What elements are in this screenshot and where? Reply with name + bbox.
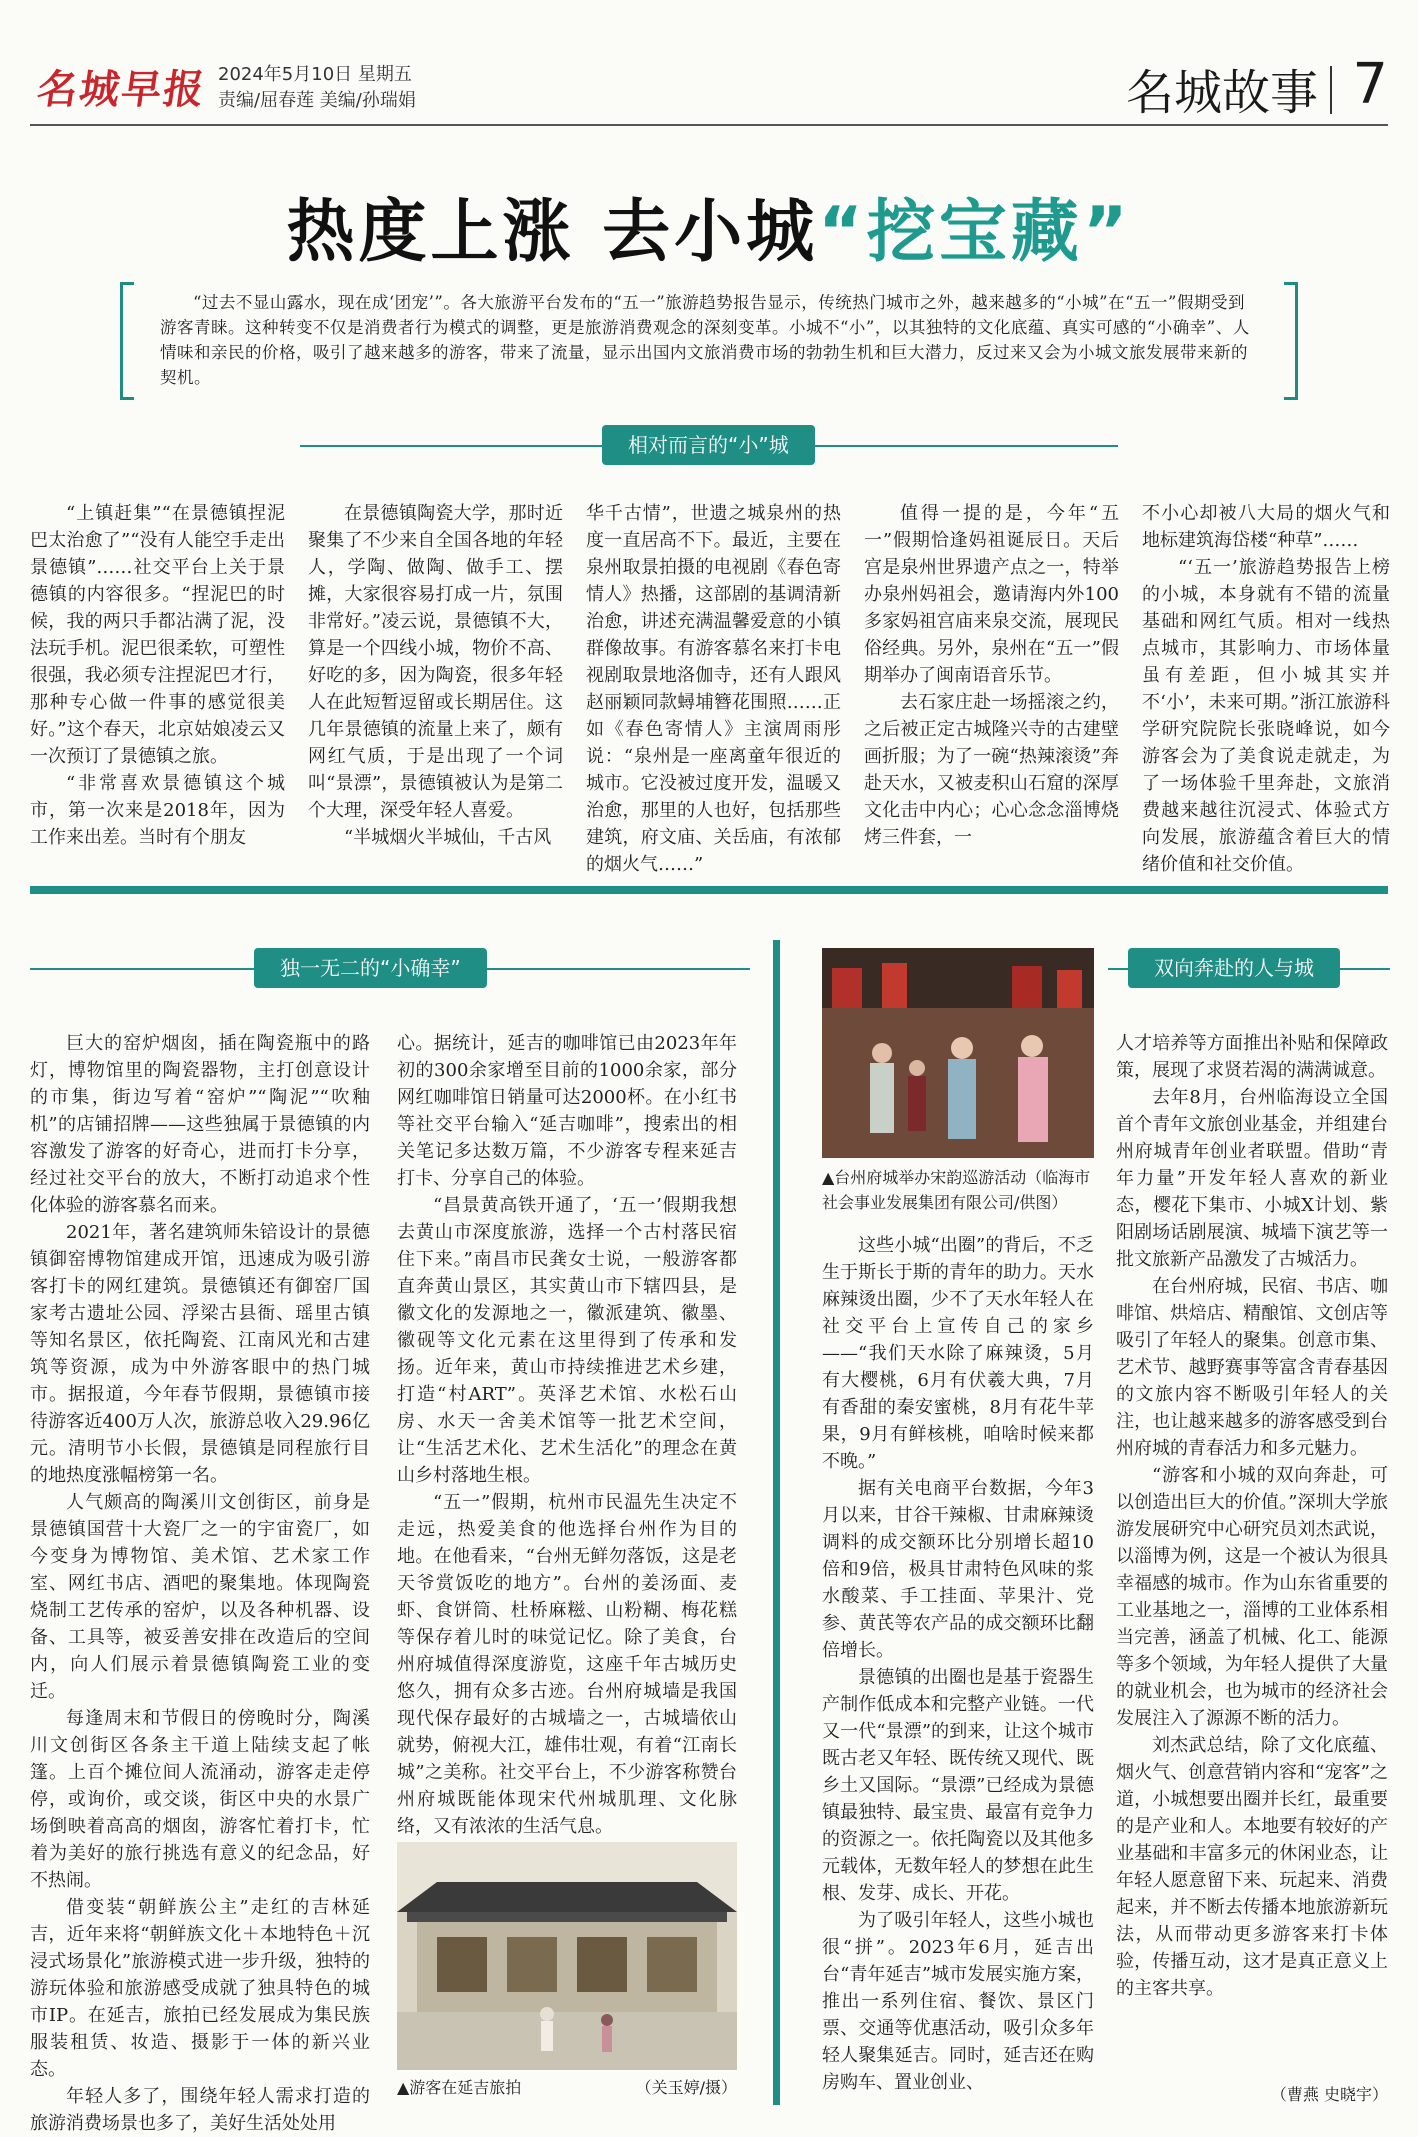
paragraph: 这些小城“出圈”的背后，不乏生于斯长于斯的青年的助力。天水麻辣烫出圈，少不了天水年轻人在社交平台上宣传自己的家乡——“我们天水除了麻辣烫，5月有大樱桃，6月有伏羲大典，7月有香甜的秦安蜜桃，8月有花牛苹果，9月有鲜核桃，咱啥时候来都不晚。”	[822, 1235, 1094, 1472]
masthead-divider	[1330, 66, 1332, 114]
paragraph: “昌景黄高铁开通了，‘五一’假期我想去黄山市深度旅游，选择一个古村落民宿住下来。”南昌市民龚女士说，一般游客都直奔黄山景区，其实黄山市下辖四县，是徽文化的发源地之一，徽派建筑、徽墨、徽砚等文化元素在这里得到了传承和发扬。近年来，黄山市持续推进艺术乡建，打造“村ART”。英泽艺术馆、水松石山房、水天一舍美术馆等一批艺术空间，让“生活艺术化、艺术生活化”的理念在黄山乡村落地生根。	[397, 1195, 737, 1486]
lead-text: “过去不显山露水，现在成‘团宠’”。各大旅游平台发布的“五一”旅游趋势报告显示，传统热门城市之外，越来越多的“小城”在“五一”假期受到游客青睐。这种转变不仅是消费者行为模式的调整，更是旅游消费观念的深刻变革。小城不“小”，以其独特的文化底蕴、真实可感的“小确幸”、人情味和亲民的价格，吸引了越来越多的游客，带来了流量，显示出国内文旅消费市场的勃勃生机和巨大潜力，反过来又会为小城文旅发展带来新的契机。	[160, 293, 1250, 387]
headline-main: 热度上涨 去小城	[286, 193, 819, 272]
taizhou-photo	[822, 948, 1094, 1158]
section-name: 名城故事	[1125, 65, 1318, 121]
masthead-rule	[30, 124, 1388, 126]
paragraph: “上镇赶集”“在景德镇捏泥巴太治愈了”“没有人能空手走出景德镇”……社交平台上关于景德镇的内容很多。“捏泥巴的时候，我的两只手都沾满了泥，没法玩手机。泥巴很柔软，可塑性很强，我必须专注捏泥巴才行，那种专心做一件事的感觉很美好。”这个春天，北京姑娘凌云又一次预订了景德镇之旅。	[30, 503, 285, 767]
paragraph: 去年8月，台州临海设立全国首个青年文旅创业基金，并组建台州府城青年创业者联盟。借助“青年力量”开发年轻人喜欢的新业态，樱花下集市、小城X计划、紫阳剧场话剧展演、城墙下演艺等一批文旅新产品激发了古城活力。	[1116, 1087, 1388, 1270]
section3-column-1	[822, 1232, 1094, 2105]
yanji-photo-caption	[397, 2075, 737, 2100]
paragraph: 刘杰武总结，除了文化底蕴、烟火气、创意营销内容和“宠客”之道，小城想要出圈并长红，最重要的是产业和人。本地要有较好的产业基础和丰富多元的休闲业态，让年轻人愿意留下来、玩起来、消费起来，并不断去传播本地旅游新玩法，从而带动更多游客来打卡体验，传播互动，这才是真正意义上的主客共享。	[1116, 1735, 1388, 1999]
paragraph: 为了吸引年轻人，这些小城也很“拼”。2023年6月，延吉出台“青年延吉”城市发展实施方案，推出一系列住宿、餐饮、景区门票、交通等优惠活动，吸引众多年轻人聚集延吉。同时，延吉还在购房购车、置业创业、	[822, 1910, 1094, 2093]
taizhou-photo-caption: ▲台州府城举办宋韵巡游活动（临海市社会事业发展集团有限公司/供图）	[822, 1168, 1091, 1212]
paragraph: 人气颇高的陶溪川文创街区，前身是景德镇国营十大瓷厂之一的宇宙瓷厂，如今变身为博物馆、美术馆、艺术家工作室、网红书店、酒吧的聚集地。体现陶瓷烧制工艺传承的窑炉，以及各种机器、设备、工具等，被妥善安排在改造后的空间内，向人们展示着景德镇陶瓷工业的变迁。	[30, 1492, 370, 1702]
section3-title: 双向奔赴的人与城	[1128, 948, 1340, 988]
page-number: 7	[1352, 52, 1388, 117]
headline-highlight: “挖宝藏”	[818, 193, 1132, 272]
paragraph: 巨大的窑炉烟囱，插在陶瓷瓶中的路灯，博物馆里的陶瓷器物，主打创意设计的市集，街边写着“窑炉”“陶泥”“吹釉机”的店铺招牌——这些独属于景德镇的内容激发了游客的好奇心，进而打卡分享，经过社交平台的放大，不断打动追求个性化体验的游客慕名而来。	[30, 1033, 370, 1216]
section2-column-2	[397, 1030, 737, 1837]
paragraph: 值得一提的是，今年“五一”假期恰逢妈祖诞辰日。天后宫是泉州世界遗产点之一，特举办泉州妈祖会，邀请海内外100多家妈祖宫庙来泉交流，展现民俗经典。另外，泉州在“五一”假期举办了闽南语音乐节。	[864, 503, 1119, 686]
yanji-photo	[397, 1842, 737, 2070]
paragraph: “游客和小城的双向奔赴，可以创造出巨大的价值。”深圳大学旅游发展研究中心研究员刘杰武说，以淄博为例，这是一个被认为很具幸福感的城市。作为山东省重要的工业基地之一，淄博的工业体系相当完善，涵盖了机械、化工、能源等多个领域，为年轻人提供了大量的就业机会，也为城市的经济社会发展注入了源源不断的活力。	[1116, 1465, 1388, 1729]
paragraph: 景德镇的出圈也是基于瓷器生产制作低成本和完整产业链。一代又一代“景漂”的到来，让这个城市既古老又年轻、既传统又现代、既乡土又国际。“景漂”已经成为景德镇最独特、最宝贵、最富有竞争力的资源之一。依托陶瓷以及其他多元载体，无数年轻人的梦想在此生根、发芽、成长、开花。	[822, 1667, 1094, 1904]
photo-credit: （关玉婷/摄）	[635, 2078, 737, 2097]
paragraph: 在景德镇陶瓷大学，那时近聚集了不少来自全国各地的年轻人，学陶、做陶、做手工、摆摊，大家很容易打成一片，氛围非常好。”凌云说，景德镇不大，算是一个四线小城，物价不高、好吃的多，因为陶瓷，很多年轻人在此短暂逗留或长期居住。这几年景德镇的流量上来了，颇有网红气质，于是出现了一个词叫“景漂”，景德镇被认为是第二个大理，深受年轻人喜爱。	[308, 503, 563, 821]
editors-line: 责编/屈春莲 美编/孙瑞娟	[218, 90, 416, 111]
article-byline: （曹燕 史晓宇）	[1270, 2085, 1388, 2104]
section2-column-1	[30, 1030, 370, 2134]
masthead-meta	[218, 62, 416, 114]
section2-title: 独一无二的“小确幸”	[254, 948, 487, 988]
paragraph: 心。据统计，延吉的咖啡馆已由2023年年初的300余家增至目前的1000余家，部分网红咖啡馆日销量可达2000杯。在小红书等社交平台输入“延吉咖啡”，搜索出的相关笔记多达数万篇，不少游客专程来延吉打卡、分享自己的体验。	[397, 1033, 737, 1189]
paragraph: 2021年，著名建筑师朱锫设计的景德镇御窑博物馆建成开馆，迅速成为吸引游客打卡的网红建筑。景德镇还有御窑厂国家考古遗址公园、浮梁古县衙、瑶里古镇等知名景区，依托陶瓷、江南风光和古建筑等资源，成为中外游客眼中的热门城市。据报道，今年春节假期，景德镇市接待游客近400万人次，旅游总收入29.96亿元。清明节小长假，景德镇是同程旅行目的地热度涨幅榜第一名。	[30, 1222, 370, 1486]
lead-box	[120, 282, 1298, 400]
paragraph: 据有关电商平台数据，今年3月以来，甘谷干辣椒、甘肃麻辣烫调料的成交额环比分别增长超10倍和9倍，极具甘肃特色风味的浆水酸菜、手工挂面、苹果汁、党参、黄芪等农产品的成交额环比翻倍增长。	[822, 1478, 1094, 1661]
section1-title: 相对而言的“小”城	[602, 425, 815, 465]
paragraph: “非常喜欢景德镇这个城市，第一次来是2018年，因为工作来出差。当时有个朋友	[30, 773, 285, 848]
paragraph: 每逢周末和节假日的傍晚时分，陶溪川文创街区各条主干道上陆续支起了帐篷。上百个摊位间人流涌动，游客走走停停，或询价，或交谈，街区中央的水景广场倒映着高高的烟囱，游客忙着打卡，忙着为美好的旅行挑选有意义的纪念品，好不热闹。	[30, 1708, 370, 1891]
paragraph: “五一”假期，杭州市民温先生决定不走远，热爱美食的他选择台州作为目的地。在他看来，“台州无鲜勿落饭，这是老天爷赏饭吃的地方”。台州的姜汤面、麦虾、食饼筒、杜桥麻糍、山粉糊、梅花糕等保存着儿时的味觉记忆。除了美食，台州府城值得深度游览，这座千年古城历史悠久，拥有众多古迹。台州府城墙是我国现代保存最好的古城墙之一，古城墙依山就势，俯视大江，雄伟壮观，有着“江南长城”之美称。社交平台上，不少游客称赞台州府城既能体现宋代州城肌理、文化脉络，又有浓浓的生活气息。	[397, 1492, 737, 1837]
column-divider	[773, 940, 780, 2105]
section-divider	[30, 886, 1388, 894]
section1-column-3	[586, 500, 841, 880]
paragraph: 年轻人多了，围绕年轻人需求打造的旅游消费场景也多了，美好生活处处用	[30, 2086, 370, 2134]
section1-column-1	[30, 500, 285, 880]
paragraph: 华千古情”，世遗之城泉州的热度一直居高不下。最近，主要在泉州取景拍摄的电视剧《春色寄情人》热播，这部剧的基调清新治愈，讲述充满温馨爱意的小镇群像故事。有游客慕名来打卡电视剧取景地洛伽寺，还有人跟风赵丽颖同款蟳埔簪花围照……正如《春色寄情人》主演周雨彤说：“泉州是一座离童年很近的城市。它没被过度开发，温暖又治愈，那里的人也好，包括那些建筑，府文庙、关岳庙，有浓郁的烟火气……”	[586, 503, 841, 875]
paragraph: “‘五一’旅游趋势报告上榜的小城，本身就有不错的流量基础和网红气质。相对一线热点城市，其影响力、市场体量虽有差距，但小城其实并不‘小’，未来可期。”浙江旅游科学研究院院长张晓峰说，如今游客会为了美食说走就走，为了一场体验千里奔赴，文旅消费越来越往沉浸式、体验式方向发展，旅游蕴含着巨大的情绪价值和社交价值。	[1142, 557, 1390, 875]
paragraph: “半城烟火半城仙，千古风	[344, 827, 552, 848]
newspaper-logo: 名城早报	[34, 66, 209, 113]
paragraph: 不小心却被八大局的烟火气和地标建筑海岱楼“种草”……	[1142, 503, 1390, 551]
section1-column-4	[864, 500, 1119, 880]
issue-date: 2024年5月10日 星期五	[218, 64, 412, 85]
taizhou-photo-image	[822, 948, 1094, 1158]
section3-column-2	[1116, 1030, 1388, 2080]
yanji-photo-image	[397, 1842, 737, 2070]
paragraph: 借变装“朝鲜族公主”走红的吉林延吉，近年来将“朝鲜族文化＋本地特色＋沉浸式场景化”旅游模式进一步升级，独特的游玩体验和旅游感受成就了独具特色的城市IP。在延吉，旅拍已经发展成为集民族服装租赁、妆造、摄影于一体的新兴业态。	[30, 1897, 370, 2080]
headline	[0, 178, 1418, 275]
section1-column-5	[1142, 500, 1390, 880]
photo-caption-text: ▲游客在延吉旅拍	[397, 2078, 522, 2097]
lead-bracket-right	[1284, 282, 1298, 400]
paragraph: 人才培养等方面推出补贴和保障政策，展现了求贤若渴的满满诚意。	[1116, 1033, 1388, 1081]
masthead	[30, 52, 1388, 122]
section1-column-2	[308, 500, 563, 880]
paragraph: 在台州府城，民宿、书店、咖啡馆、烘焙店、精酿馆、文创店等吸引了年轻人的聚集。创意市集、艺术节、越野赛事等富含青春基因的文旅内容不断吸引年轻人的关注，也让越来越多的游客感受到台州府城的青春活力和多元魅力。	[1116, 1276, 1388, 1459]
lead-bracket-left	[120, 282, 134, 400]
paragraph: 去石家庄赴一场摇滚之约，之后被正定古城隆兴寺的古建壁画折服；为了一碗“热辣滚烫”奔赴天水，又被麦积山石窟的深厚文化击中内心；心心念念淄博烧烤三件套，一	[864, 692, 1119, 848]
